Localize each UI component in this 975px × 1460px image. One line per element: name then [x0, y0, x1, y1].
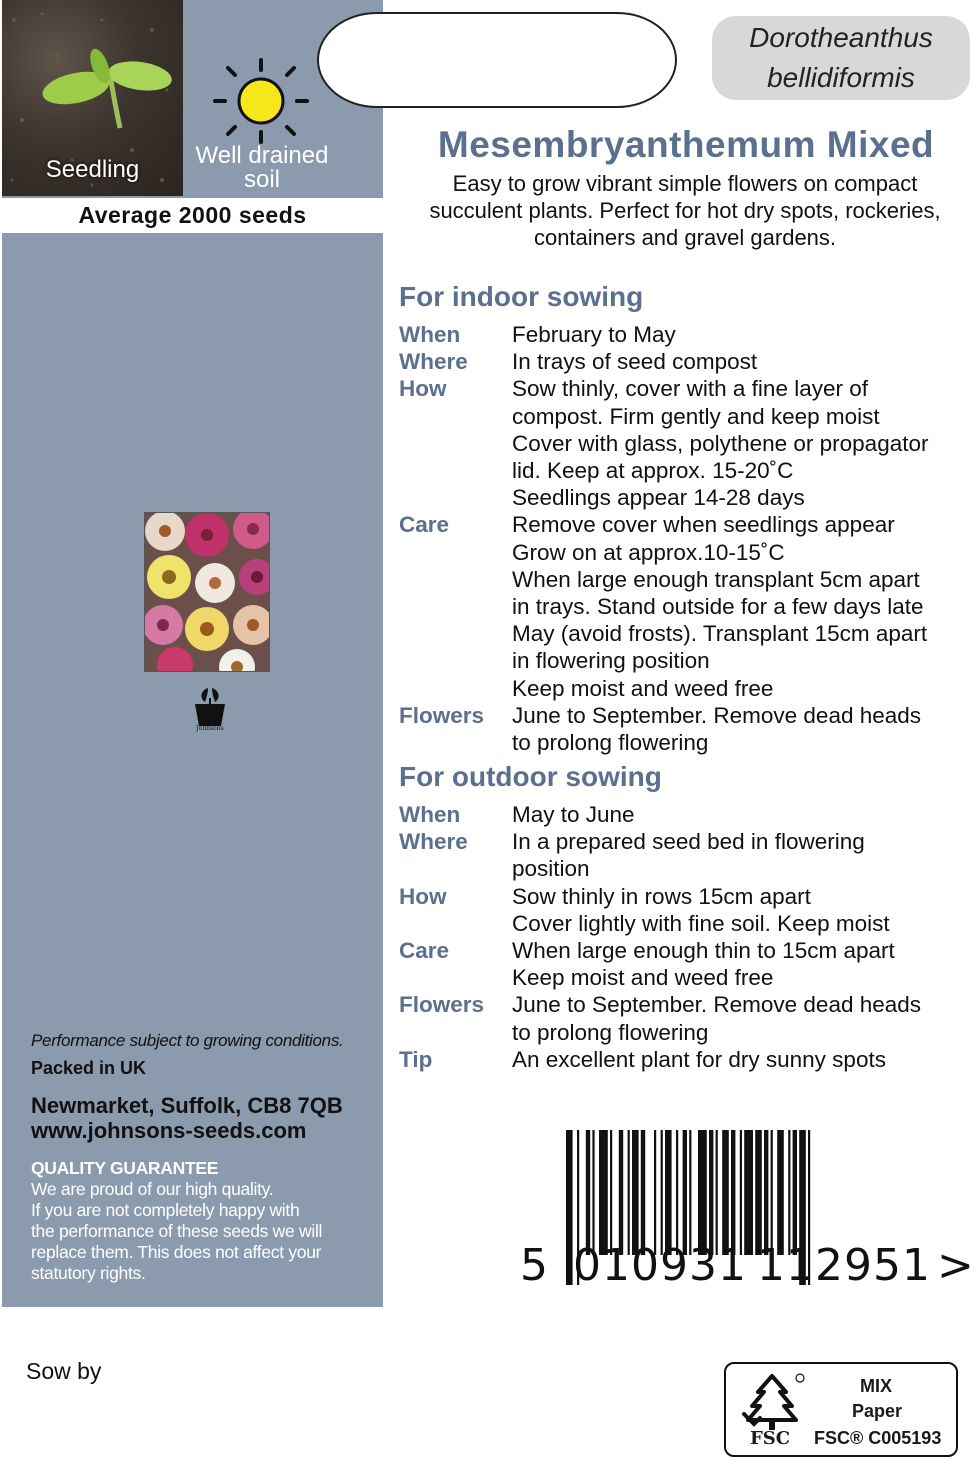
- indoor-sowing-instructions: [399, 321, 969, 756]
- instruction-text: May (avoid frosts). Transplant 15cm apart: [512, 621, 928, 647]
- packed-in: Packed in UK: [31, 1058, 147, 1078]
- outdoor-instruction-row: [399, 910, 969, 937]
- instruction-text: Cover with glass, polythene or propagator: [512, 430, 929, 456]
- outdoor-sowing-heading: For outdoor sowing: [399, 761, 662, 792]
- indoor-instruction-row: [399, 593, 969, 620]
- website: www.johnsons-seeds.com: [31, 1118, 307, 1143]
- instruction-label: [399, 675, 512, 702]
- barcode-first-digit: 5: [520, 1240, 549, 1291]
- indoor-instruction-row: [399, 430, 969, 457]
- instruction-text: An excellent plant for dry sunny spots: [512, 1046, 886, 1072]
- fsc-mix-label: MIX: [860, 1376, 893, 1396]
- instruction-label: Care: [399, 512, 450, 538]
- indoor-instruction-row: [399, 375, 969, 402]
- instruction-text: February to May: [512, 322, 676, 347]
- fsc-paper-label: Paper: [852, 1401, 903, 1421]
- address-town: Newmarket, Suffolk, CB8 7QB: [31, 1093, 343, 1118]
- barcode-bar: [716, 1130, 718, 1255]
- barcode-bar: [654, 1130, 656, 1255]
- instruction-label: Care: [399, 938, 450, 964]
- barcode-bar: [764, 1130, 768, 1255]
- instruction-label: [399, 729, 512, 756]
- performance-note: Performance subject to growing conditions.: [31, 1031, 344, 1050]
- sow-by-label: Sow by: [26, 1358, 102, 1384]
- instruction-text: Seedlings appear 14-28 days: [512, 485, 805, 511]
- latin-name-genus: Dorotheanthus: [749, 22, 933, 53]
- barcode-bar: [610, 1130, 612, 1255]
- instruction-text: Cover lightly with fine soil. Keep moist: [512, 910, 890, 936]
- instruction-text: Sow thinly in rows 15cm apart: [512, 883, 811, 909]
- instruction-text: compost. Firm gently and keep moist: [512, 403, 880, 429]
- instruction-text: Sow thinly, cover with a fine layer of: [512, 376, 868, 402]
- instruction-text: position: [512, 856, 590, 882]
- instruction-text: to prolong flowering: [512, 730, 709, 756]
- instruction-label: When: [399, 322, 461, 347]
- instruction-text: in flowering position: [512, 648, 710, 674]
- instruction-text: When large enough thin to 15cm apart: [512, 938, 895, 964]
- guarantee-line: We are proud of our high quality.: [31, 1179, 274, 1199]
- instruction-label: [399, 910, 512, 937]
- barcode-bar: [676, 1130, 678, 1255]
- barcode-number: [520, 1240, 975, 1291]
- indoor-instruction-row: [399, 511, 969, 538]
- left-panel: [2, 0, 383, 1307]
- outdoor-instruction-row: [399, 855, 969, 882]
- average-seeds: Average 2000 seeds: [2, 198, 383, 233]
- barcode-bar: [777, 1130, 784, 1255]
- description-line: Easy to grow vibrant simple flowers on compact: [452, 171, 918, 196]
- outdoor-sowing-instructions: [399, 801, 969, 1073]
- instruction-label: [399, 566, 512, 593]
- description-line: succulent plants. Perfect for hot dry spots, rockeries,: [429, 198, 941, 223]
- instruction-text: Keep moist and weed free: [512, 965, 774, 991]
- instruction-label: [399, 620, 512, 647]
- indoor-instruction-row: [399, 675, 969, 702]
- barcode-bar: [698, 1130, 707, 1255]
- outdoor-instruction-row: [399, 883, 969, 910]
- instruction-text: June to September. Remove dead heads: [512, 702, 922, 728]
- outdoor-instruction-row: [399, 1046, 969, 1073]
- latin-name-species: bellidiformis: [767, 62, 915, 93]
- guarantee-line: replace them. This does not affect your: [31, 1242, 322, 1262]
- barcode-bar: [731, 1130, 735, 1255]
- indoor-instruction-row: [399, 566, 969, 593]
- barcode-bar: [709, 1130, 713, 1255]
- fsc-tree-icon: [738, 1370, 808, 1432]
- instruction-label: [399, 855, 512, 882]
- fsc-letters: FSC: [750, 1428, 791, 1449]
- barcode-bar: [661, 1130, 663, 1255]
- quality-guarantee: [31, 1158, 376, 1284]
- barcode-bar: [755, 1130, 762, 1255]
- barcode-bar: [586, 1130, 590, 1255]
- barcode-bar: [632, 1130, 639, 1255]
- indoor-instruction-row: [399, 702, 969, 729]
- barcode-bar: [641, 1130, 645, 1255]
- address: [31, 1093, 343, 1143]
- instruction-text: June to September. Remove dead heads: [512, 992, 922, 1018]
- instruction-text: In a prepared seed bed in flowering: [512, 829, 865, 855]
- outdoor-instruction-row: [399, 1019, 969, 1046]
- barcode-bar: [788, 1130, 790, 1255]
- barcode-bar: [619, 1130, 623, 1255]
- product-title: Mesembryanthemum Mixed: [437, 124, 935, 165]
- instruction-label: Flowers: [399, 702, 485, 728]
- instruction-label: Where: [399, 829, 468, 855]
- indoor-instruction-row: [399, 403, 969, 430]
- barcode-bar: [793, 1130, 797, 1255]
- instruction-label: Where: [399, 349, 468, 375]
- guarantee-line: If you are not completely happy with: [31, 1200, 300, 1220]
- soil-caption-line2: soil: [243, 166, 280, 193]
- instruction-label: [399, 403, 512, 430]
- indoor-instruction-row: [399, 457, 969, 484]
- instruction-text: Remove cover when seedlings appear: [512, 512, 895, 538]
- outdoor-instruction-row: [399, 801, 969, 828]
- indoor-instruction-row: [399, 620, 969, 647]
- indoor-instruction-row: [399, 647, 969, 674]
- instruction-label: [399, 647, 512, 674]
- instruction-label: When: [399, 802, 461, 827]
- outdoor-instruction-row: [399, 991, 969, 1018]
- barcode-group-left: 010931: [573, 1240, 747, 1291]
- instruction-text: Grow on at approx.10-15˚C: [512, 539, 785, 565]
- instruction-text: to prolong flowering: [512, 1019, 709, 1045]
- instruction-text: in trays. Stand outside for a few days late: [512, 594, 924, 620]
- fsc-certification: [724, 1362, 958, 1457]
- seedling-caption: Seedling: [45, 156, 140, 183]
- instruction-label: [399, 964, 512, 991]
- seedling-photo: [2, 0, 183, 196]
- barcode-bar: [771, 1130, 773, 1255]
- description-line: containers and gravel gardens.: [533, 225, 837, 250]
- soil-caption-line1: Well drained: [195, 142, 329, 169]
- barcode-bar: [722, 1130, 729, 1255]
- instruction-text: Keep moist and weed free: [512, 675, 774, 701]
- latin-name-box: [712, 16, 970, 100]
- barcode-bar: [665, 1130, 672, 1255]
- instruction-label: [399, 539, 512, 566]
- instruction-label: [399, 484, 512, 511]
- guarantee-line: the performance of these seeds we will: [31, 1221, 323, 1241]
- flower-photo-illustration: [145, 513, 270, 672]
- barcode-bar: [683, 1130, 687, 1255]
- outdoor-instruction-row: [399, 964, 969, 991]
- outdoor-instruction-row: [399, 828, 969, 855]
- indoor-instruction-row: [399, 321, 969, 348]
- instruction-label: Flowers: [399, 992, 485, 1018]
- indoor-instruction-row: [399, 484, 969, 511]
- barcode-bar: [744, 1130, 753, 1255]
- instruction-text: lid. Keep at approx. 15-20˚C: [512, 458, 794, 484]
- fsc-license-code: FSC® C005193: [814, 1428, 942, 1448]
- barcode-bar: [628, 1130, 630, 1255]
- instruction-label: Tip: [399, 1046, 433, 1072]
- guarantee-heading: QUALITY GUARANTEE: [31, 1158, 219, 1178]
- guarantee-line: statutory rights.: [31, 1263, 146, 1283]
- sun-icon: [211, 56, 311, 146]
- johnsons-logo: [191, 686, 229, 734]
- barcode-bar: [689, 1130, 691, 1255]
- instruction-label: [399, 430, 512, 457]
- indoor-instruction-row: [399, 348, 969, 375]
- instruction-label: [399, 593, 512, 620]
- blank-label-area: [317, 12, 677, 108]
- instruction-label: [399, 457, 512, 484]
- flower-photo: [144, 512, 270, 672]
- indoor-instruction-row: [399, 539, 969, 566]
- instruction-text: May to June: [512, 802, 635, 827]
- instruction-label: How: [399, 883, 447, 909]
- outdoor-instruction-row: [399, 937, 969, 964]
- barcode-bar: [592, 1130, 594, 1255]
- instruction-label: [399, 1019, 512, 1046]
- barcode-bar: [740, 1130, 742, 1255]
- barcode-group-right: 112951: [756, 1240, 931, 1291]
- instruction-label: How: [399, 376, 447, 402]
- barcode-bar: [599, 1130, 608, 1255]
- instruction-text: In trays of seed compost: [512, 349, 758, 375]
- barcode-end-mark: >: [936, 1240, 975, 1291]
- logo-text: Johnsons: [196, 725, 224, 732]
- product-description: [390, 170, 975, 251]
- instruction-text: When large enough transplant 5cm apart: [512, 566, 920, 592]
- indoor-sowing-heading: For indoor sowing: [399, 281, 644, 312]
- indoor-instruction-row: [399, 729, 969, 756]
